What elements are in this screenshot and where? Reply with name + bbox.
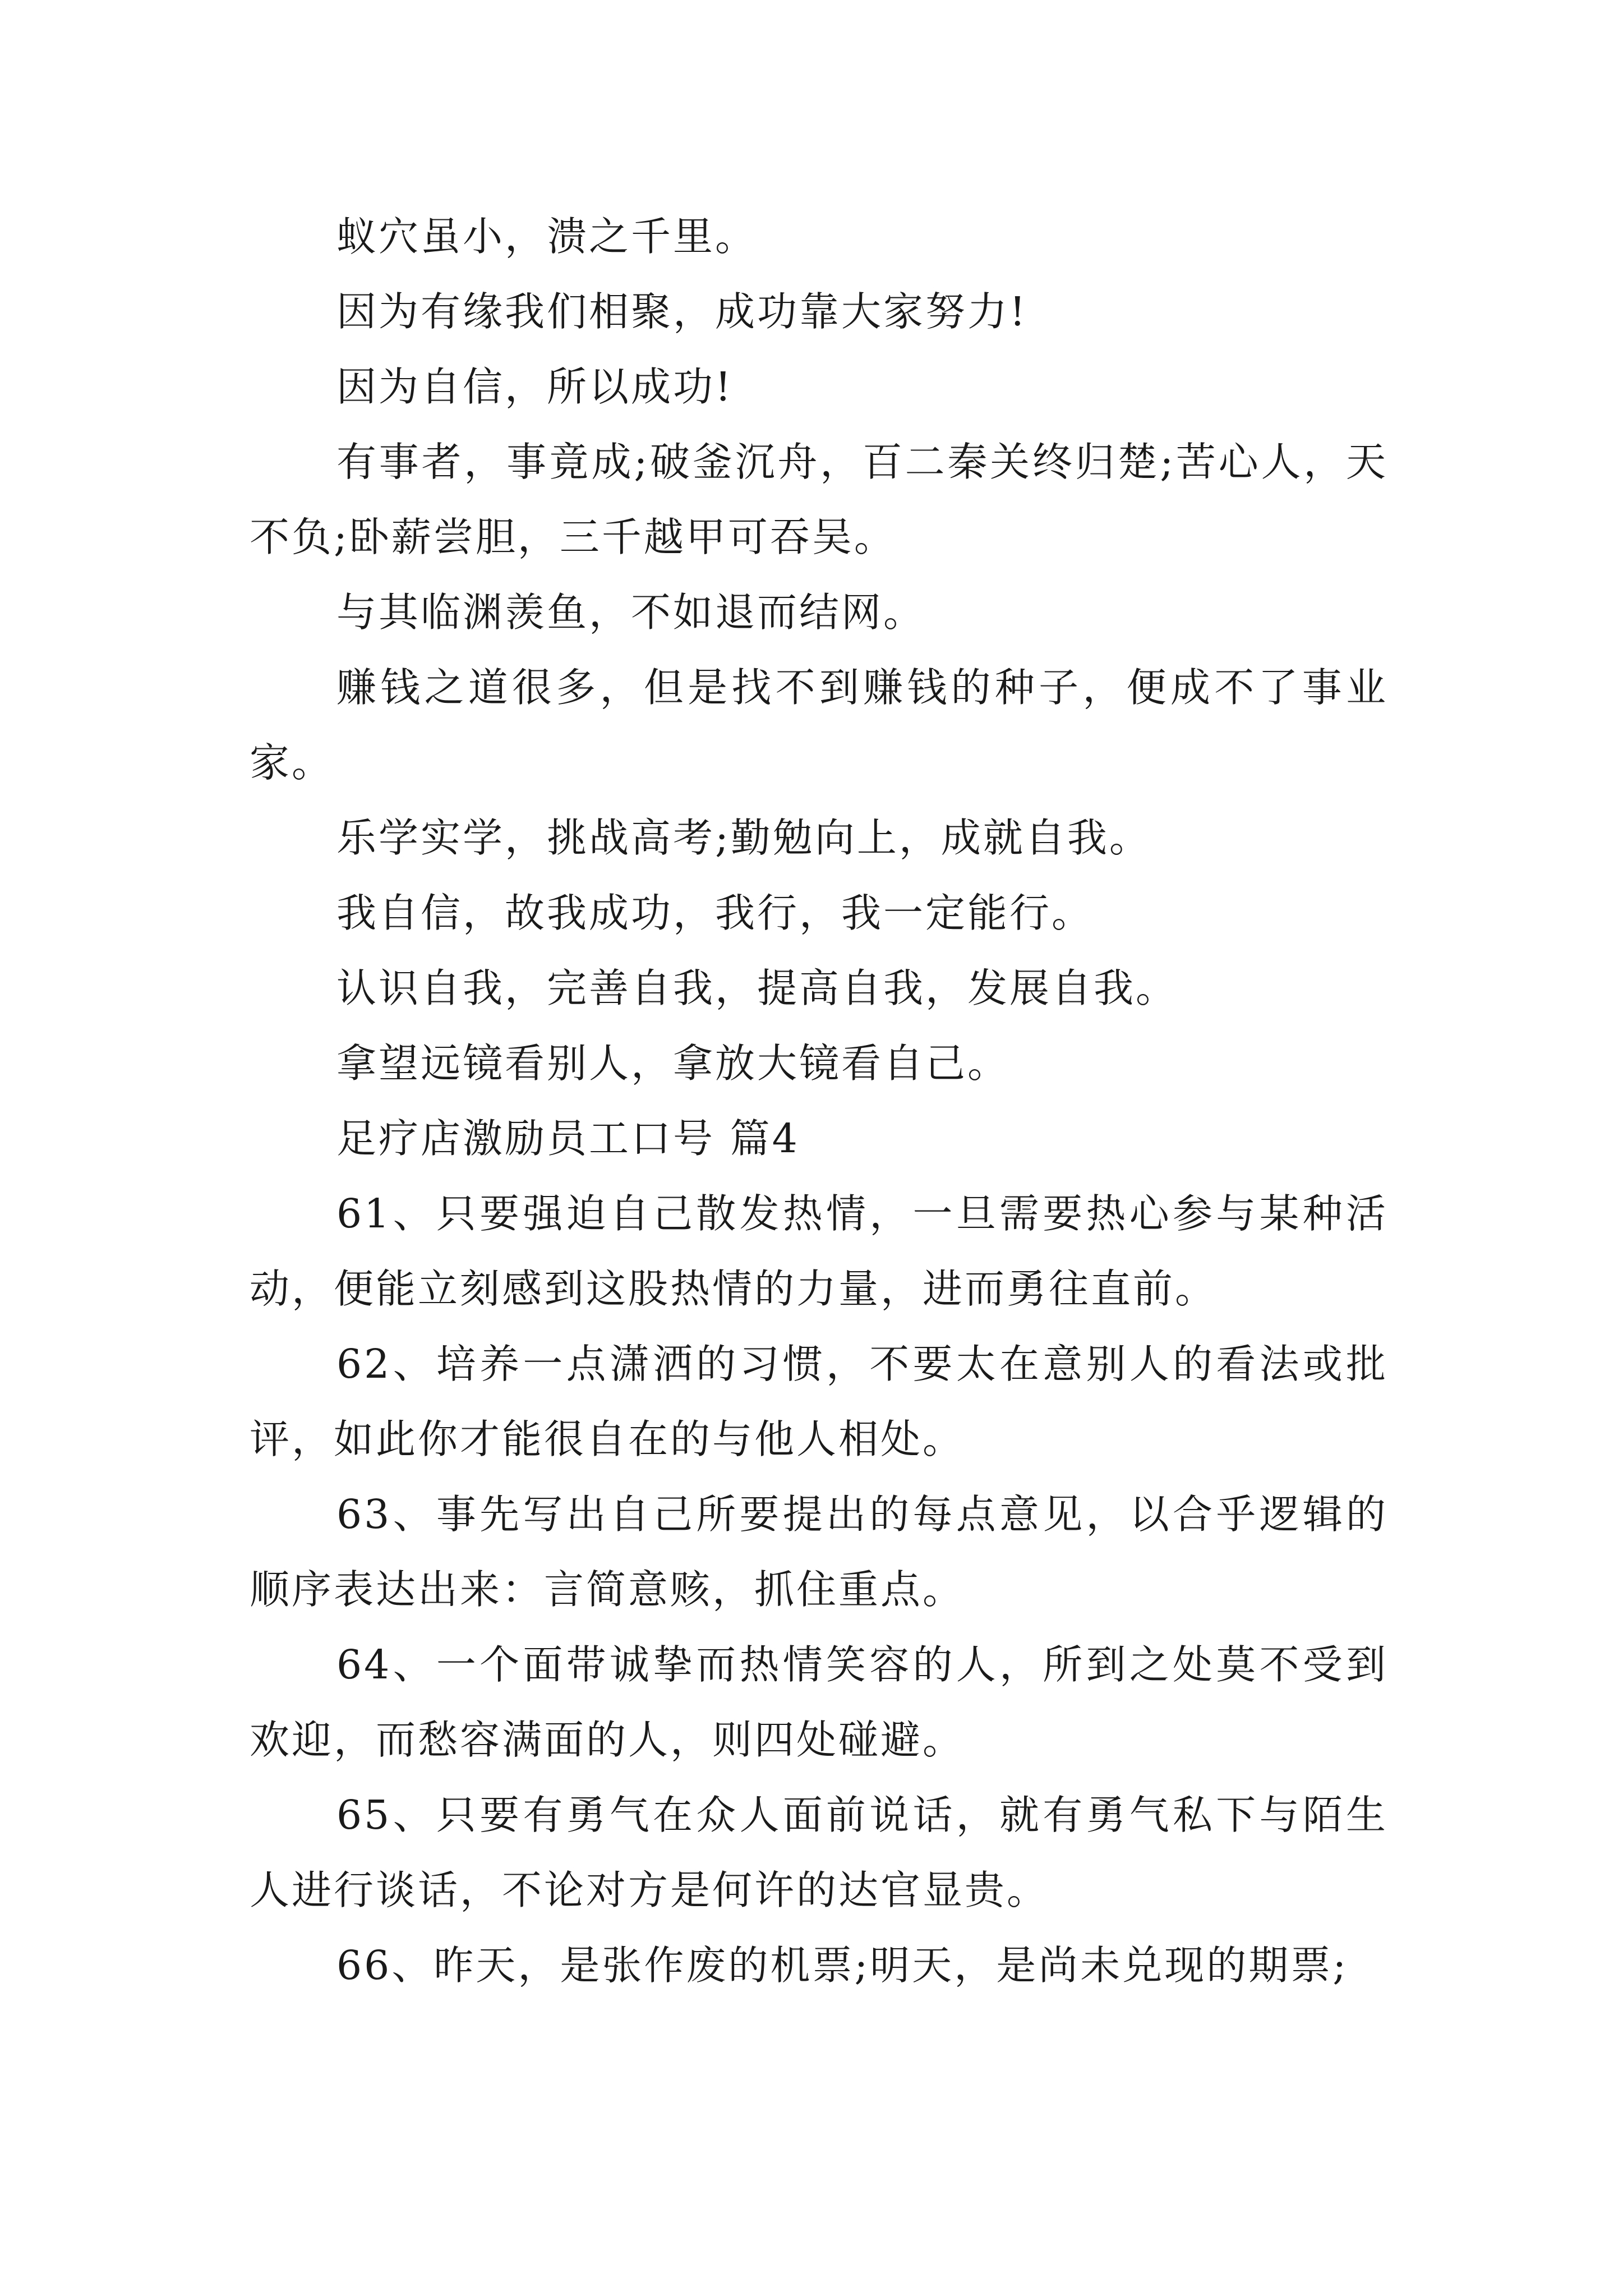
document-body [250,199,1388,2003]
paragraph: 认识自我，完善自我，提高自我，发展自我。 [336,965,1178,1011]
paragraph: 65、只要有勇气在众人面前说话，就有勇气私下与陌生人进行谈话，不论对方是何许的达官显贵。 [250,1792,1388,1913]
paragraph: 拿望远镜看别人，拿放大镜看自己。 [336,1040,1010,1087]
section-heading: 足疗店激励员工口号 篇4 [336,1115,800,1162]
paragraph: 赚钱之道很多，但是找不到赚钱的种子，便成不了事业家。 [250,664,1388,786]
paragraph: 62、培养一点潇洒的习惯，不要太在意别人的看法或批评，如此你才能很自在的与他人相处。 [250,1341,1388,1462]
paragraph: 因为有缘我们相聚，成功靠大家努力! [336,288,1028,335]
paragraph: 因为自信，所以成功! [336,364,734,410]
paragraph: 乐学实学，挑战高考;勤勉向上，成就自我。 [336,815,1151,861]
paragraph: 我自信，故我成功，我行，我一定能行。 [336,890,1094,936]
paragraph: 61、只要强迫自己散发热情，一旦需要热心参与某种活动，便能立刻感到这股热情的力量，进而勇往直前。 [250,1190,1388,1312]
paragraph: 蚁穴虽小，溃之千里。 [336,213,758,260]
paragraph: 有事者，事竟成;破釜沉舟，百二秦关终归楚;苦心人，天不负;卧薪尝胆，三千越甲可吞吴。 [250,439,1388,560]
paragraph: 与其临渊羡鱼，不如退而结网。 [336,589,926,636]
paragraph: 64、一个面带诚挚而热情笑容的人，所到之处莫不受到欢迎，而愁容满面的人，则四处碰避。 [250,1641,1388,1763]
paragraph: 66、昨天，是张作废的机票;明天，是尚未兑现的期票; [336,1942,1349,1989]
paragraph: 63、事先写出自己所要提出的每点意见，以合乎逻辑的顺序表达出来：言简意赅，抓住重点。 [250,1491,1388,1613]
